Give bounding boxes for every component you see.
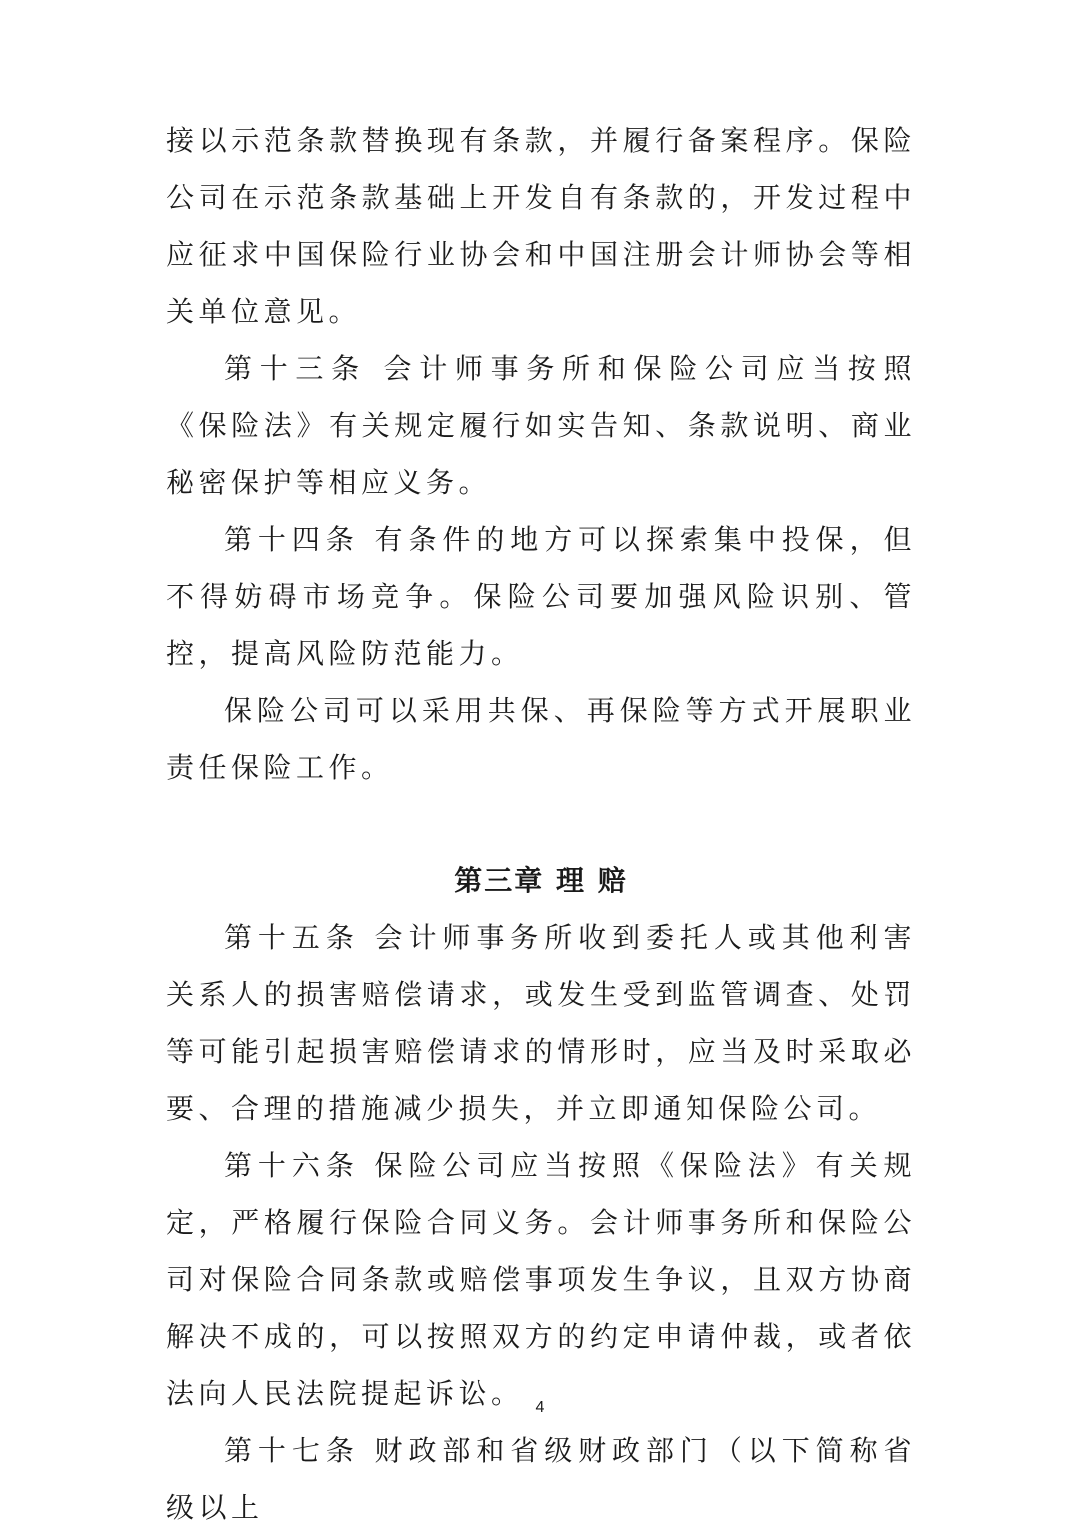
document-body	[166, 112, 916, 1536]
coinsurance-paragraph: 保险公司可以采用共保、再保险等方式开展职业责任保险工作。	[166, 694, 916, 784]
chapter-title: 第三章 理 赔	[454, 864, 628, 897]
article-15-paragraph: 第十五条 会计师事务所收到委托人或其他利害关系人的损害赔偿请求，或发生受到监管调查、处罚等可能引起损害赔偿请求的情形时，应当及时采取必要、合理的措施减少损失，并立即通知保险公司。	[166, 921, 916, 1125]
paragraph-continued: 接以示范条款替换现有条款，并履行备案程序。保险公司在示范条款基础上开发自有条款的，开发过程中应征求中国保险行业协会和中国注册会计师协会等相关单位意见。	[166, 124, 916, 328]
article-17-paragraph: 第十七条 财政部和省级财政部门（以下简称省级以上	[166, 1434, 916, 1524]
page-number: 4	[535, 1399, 545, 1416]
article-14-paragraph: 第十四条 有条件的地方可以探索集中投保，但不得妨碍市场竞争。保险公司要加强风险识别、管控，提高风险防范能力。	[166, 523, 916, 670]
article-16-paragraph: 第十六条 保险公司应当按照《保险法》有关规定，严格履行保险合同义务。会计师事务所和保险公司对保险合同条款或赔偿事项发生争议，且双方协商解决不成的，可以按照双方的约定申请仲裁，或者依法向人民法院提起诉讼。	[166, 1149, 916, 1410]
article-13-paragraph: 第十三条 会计师事务所和保险公司应当按照《保险法》有关规定履行如实告知、条款说明、商业秘密保护等相应义务。	[166, 352, 916, 499]
